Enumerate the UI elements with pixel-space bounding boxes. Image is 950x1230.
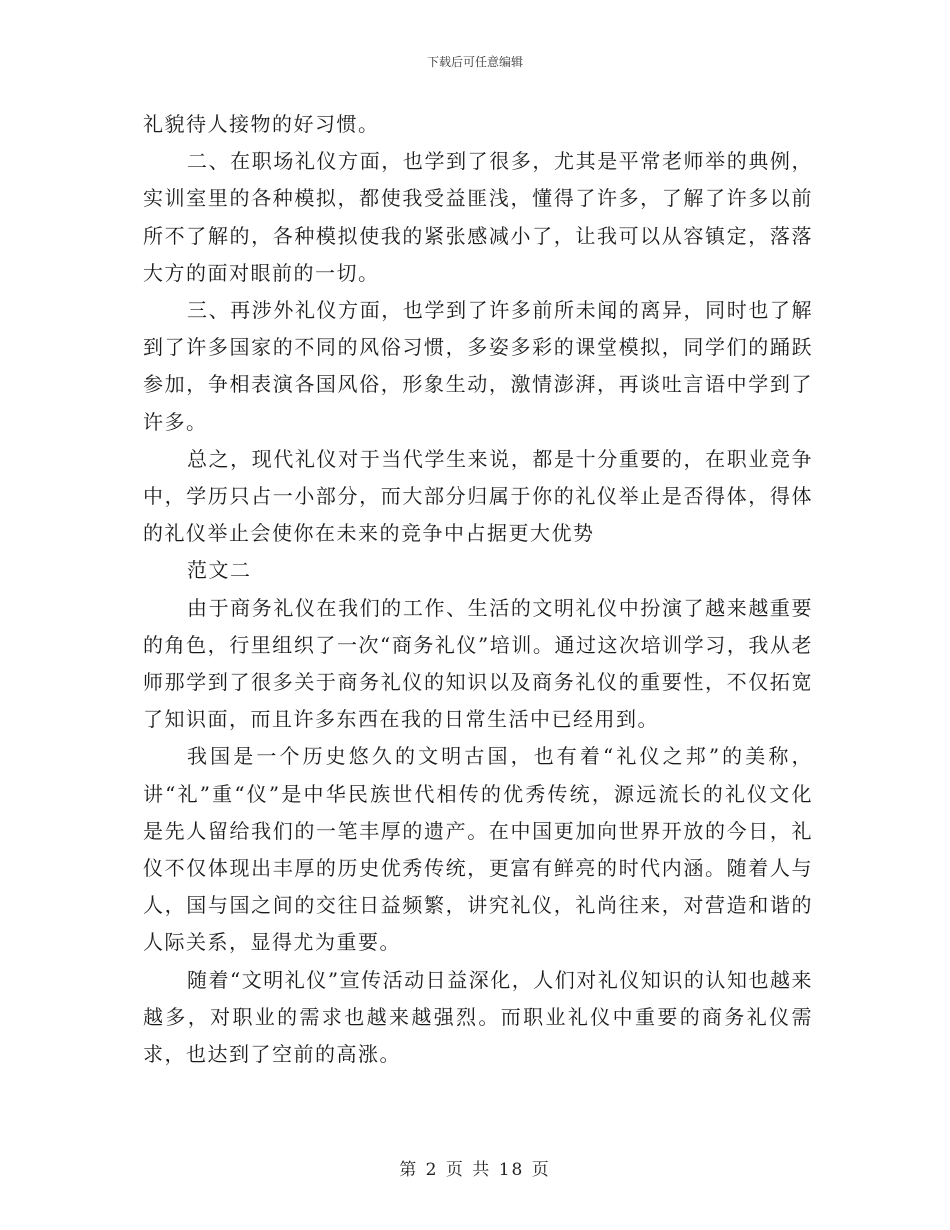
paragraph-business-training: 由于商务礼仪在我们的工作、生活的文明礼仪中扮演了越来越重要的角色，行里组织了一次“商务礼仪”培训。通过这次培训学习，我从老师那学到了很多关于商务礼仪的知识以及商务礼仪的重要性，不仅拓宽了知识面，而且许多东西在我的日常生活中已经用到。: [143, 595, 813, 732]
paragraph-summary: 总之，现代礼仪对于当代学生来说，都是十分重要的，在职业竞争中，学历只占一小部分，而大部分归属于你的礼仪举止是否得体，得体的礼仪举止会使你在未来的竞争中占据更大优势: [143, 446, 813, 546]
paragraph-continuation: 礼貌待人接物的好习惯。: [143, 112, 380, 136]
paragraph-etiquette-tradition: 我国是一个历史悠久的文明古国，也有着“礼仪之邦”的美称，讲“礼”重“仪”是中华民族世代相传的优秀传统，源远流长的礼仪文化是先人留给我们的一笔丰厚的遗产。在中国更加向世界开放的今日，礼仪不仅体现出丰厚的历史优秀传统，更富有鲜亮的时代内涵。随着人与人，国与国之间的交往日益频繁，讲究礼仪，礼尚往来，对营造和谐的人际关系，显得尤为重要。: [143, 744, 813, 955]
paragraph-foreign-etiquette: 三、再涉外礼仪方面，也学到了许多前所未闻的离异，同时也了解到了许多国家的不同的风俗习惯，多姿多彩的课堂模拟，同学们的踊跃参加，争相表演各国风俗，形象生动，激情澎湃，再谈吐言语中学到了许多。: [143, 298, 813, 434]
page-number: 第 2 页 共 18 页: [399, 1160, 551, 1180]
paragraph-civility-campaign: 随着“文明礼仪”宣传活动日益深化，人们对礼仪知识的认知也越来越多，对职业的需求也越来越强烈。而职业礼仪中重要的商务礼仪需求，也达到了空前的高涨。: [143, 967, 813, 1067]
page-header: 下载后可任意编辑: [426, 55, 523, 69]
paragraph-workplace-etiquette: 二、在职场礼仪方面，也学到了很多，尤其是平常老师举的典例，实训室里的各种模拟，都使我受益匪浅，懂得了许多，了解了许多以前所不了解的，各种模拟使我的紧张感减小了，让我可以从容镇定，落落大方的面对眼前的一切。: [143, 149, 813, 285]
document-body: [143, 106, 813, 1073]
section-heading-sample-two: 范文二: [187, 558, 252, 583]
